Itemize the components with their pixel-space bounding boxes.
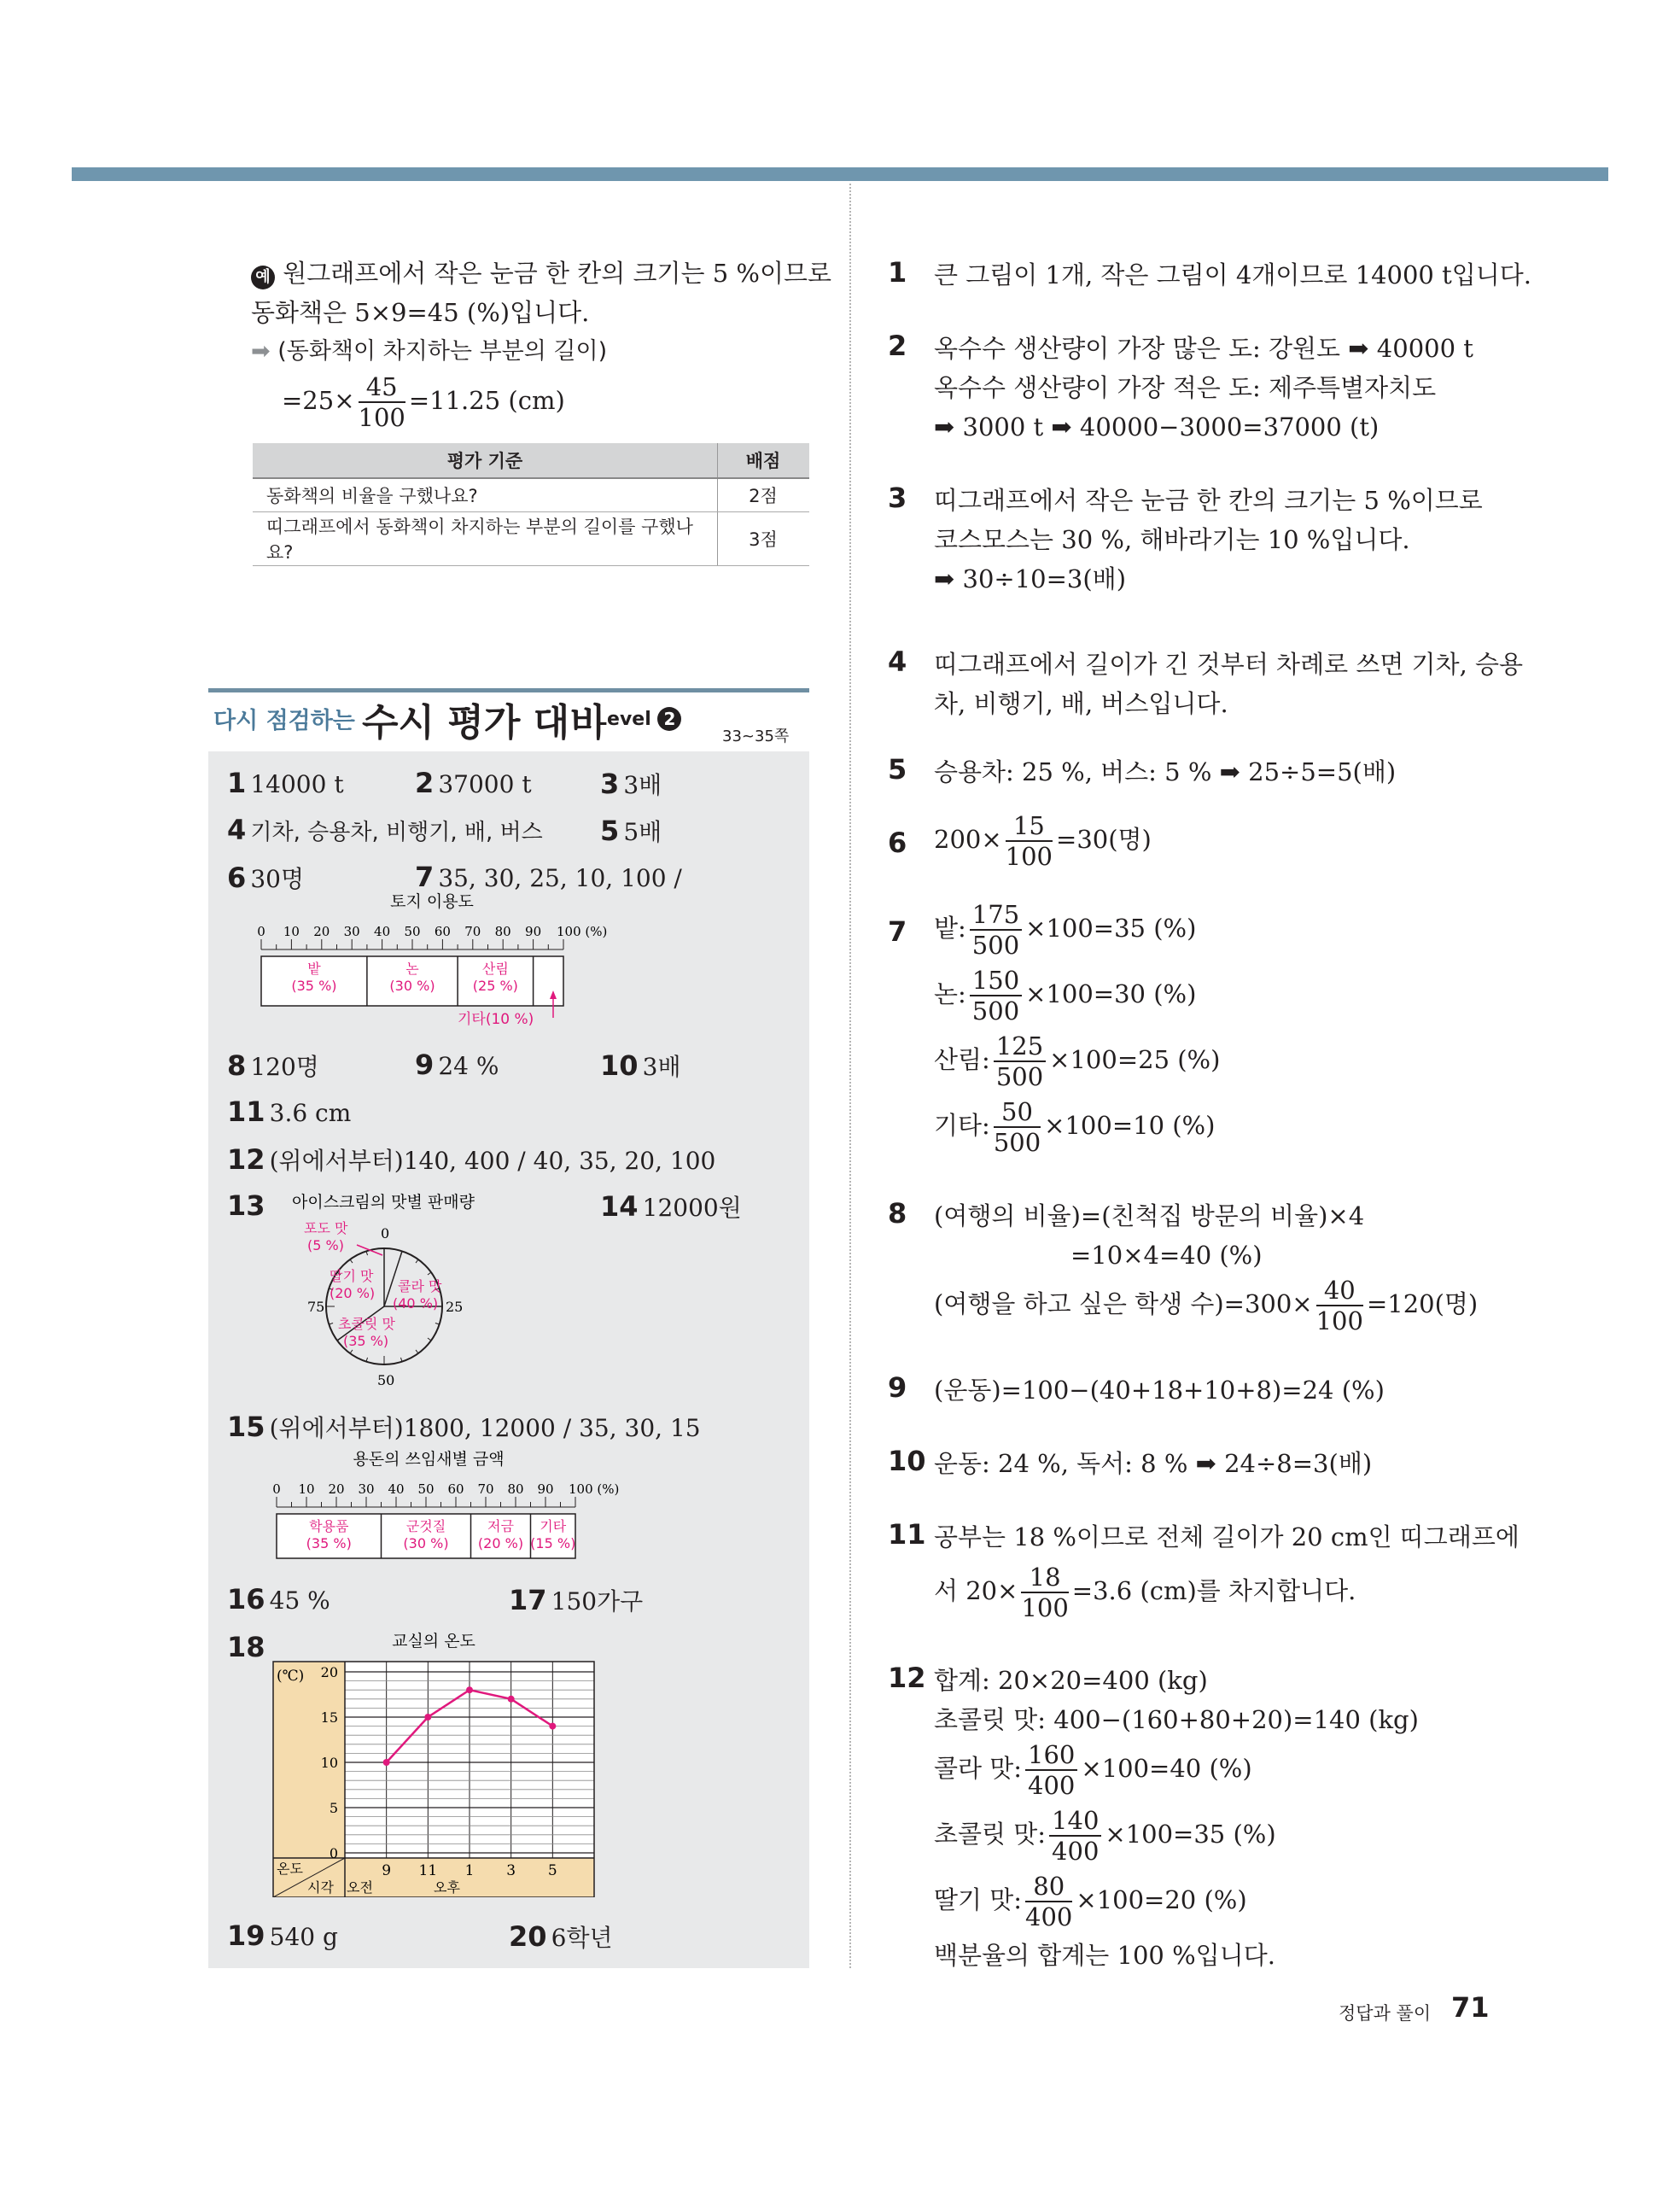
- y-tick-label: 20: [320, 1664, 338, 1680]
- left-solution-text3: (동화책이 차지하는 부분의 길이): [277, 338, 608, 365]
- answer-number: 16: [227, 1583, 265, 1615]
- arrow-icon: ➡: [251, 338, 271, 365]
- tick-label: 20: [313, 924, 330, 939]
- tick-label: 90: [537, 1481, 554, 1497]
- tick-label: 70: [464, 924, 481, 939]
- fraction: [359, 372, 405, 432]
- footer-label: 정답과 풀이: [1339, 2003, 1432, 2024]
- review-label: 다시 점검하는: [213, 708, 355, 734]
- calc-suffix: ×100=35 (%): [1105, 1820, 1276, 1849]
- calc-suffix: ×100=10 (%): [1044, 1111, 1216, 1140]
- answer-19: [227, 1919, 338, 1952]
- band-segment-label: 학용품: [309, 1518, 349, 1534]
- band-segment-pct: (15 %): [530, 1535, 576, 1551]
- pie-label-strawberry: 딸기 맛: [330, 1268, 374, 1284]
- numerator: 15: [1006, 811, 1053, 842]
- tick-label: 40: [374, 924, 391, 939]
- fraction: [970, 900, 1022, 960]
- solution-7-item2: [934, 966, 1196, 1025]
- pie-title: 아이스크림의 맛별 판매량: [292, 1193, 475, 1212]
- denominator: 400: [1025, 1902, 1073, 1931]
- tick-label: 60: [447, 1481, 464, 1497]
- answer-number: 13: [227, 1189, 265, 1222]
- answer-value: (위에서부터)140, 400 / 40, 35, 20, 100: [269, 1147, 716, 1175]
- solution-3-line3: ➡ 30÷10=3(배): [934, 564, 1127, 593]
- fraction: [970, 966, 1022, 1025]
- solution-9-number: 9: [888, 1371, 907, 1404]
- review-pages: 33~35쪽: [722, 727, 790, 745]
- denominator: 100: [1021, 1593, 1069, 1622]
- answer-4: [227, 814, 543, 846]
- answer-15: [227, 1410, 701, 1444]
- pie-tick: [416, 1350, 418, 1353]
- temperature-point: [383, 1759, 390, 1766]
- numerator: 175: [970, 900, 1022, 931]
- x-tick-label: 1: [464, 1862, 475, 1879]
- review-title: 수시 평가 대비: [362, 701, 606, 745]
- band2-ticks: [272, 1481, 619, 1507]
- solution-1-line: 큰 그림이 1개, 작은 그림이 4개이므로 14000 t입니다.: [934, 260, 1532, 289]
- header-criterion: 평가 기준: [253, 443, 718, 478]
- tick-label: 80: [494, 924, 511, 939]
- calc-suffix: =120(명): [1366, 1289, 1479, 1318]
- numerator: 160: [1025, 1740, 1077, 1771]
- x-tick-label: 11: [418, 1862, 438, 1879]
- solution-10-number: 10: [888, 1445, 926, 1477]
- left-solution-line3: [251, 333, 607, 371]
- allowance-band-graph: [261, 1446, 637, 1565]
- answer-value: 14000 t: [250, 770, 344, 798]
- chart-unit: (℃): [277, 1668, 305, 1685]
- answer-5: [600, 814, 662, 848]
- answer-value: 기차, 승용차, 비행기, 배, 버스: [250, 820, 543, 845]
- solution-12-item2: [934, 1806, 1276, 1866]
- table-row: [253, 478, 809, 512]
- answer-3: [600, 767, 662, 801]
- pie-tick: [350, 1259, 353, 1263]
- answer-10: [600, 1049, 681, 1083]
- denominator: 400: [1028, 1771, 1076, 1800]
- pie-pct-strawberry: (20 %): [330, 1285, 376, 1301]
- numerator: 150: [970, 966, 1022, 996]
- review-level: [595, 707, 681, 731]
- answer-number: 9: [415, 1049, 435, 1081]
- fraction: [994, 1097, 1041, 1157]
- fraction: [1316, 1276, 1363, 1335]
- item-label: 밭:: [934, 914, 966, 943]
- item-label: 콜라 맛:: [934, 1754, 1023, 1783]
- solution-8-line2: =10×4=40 (%): [1070, 1241, 1263, 1270]
- pie-label-cola: 콜라 맛: [398, 1278, 442, 1294]
- criteria-table: [253, 443, 809, 566]
- land-use-band-graph: [248, 888, 640, 1042]
- numerator: 40: [1316, 1276, 1363, 1306]
- band-segment-label: 산림: [481, 961, 509, 977]
- answer-number: 15: [227, 1411, 265, 1443]
- band-segment-label: 기타: [540, 1518, 567, 1534]
- pie-tick: [416, 1259, 418, 1263]
- y-tick-label: 0: [329, 1845, 338, 1861]
- pie-pct-chocolate: (35 %): [343, 1333, 389, 1349]
- solution-4-number: 4: [888, 646, 907, 678]
- answer-number: 3: [600, 768, 620, 800]
- tick-label: 80: [507, 1481, 524, 1497]
- ice-cream-pie-chart: [282, 1189, 538, 1393]
- answer-2: [415, 767, 532, 799]
- y-tick-label: 15: [320, 1709, 338, 1726]
- calc-suffix: =3.6 (cm)를 차지합니다.: [1071, 1576, 1356, 1605]
- left-solution-line2: 동화책은 5×9=45 (%)입니다.: [251, 298, 590, 327]
- calc-suffix: ×100=35 (%): [1025, 914, 1197, 943]
- solution-3-line2: 코스모스는 30 %, 해바라기는 10 %입니다.: [934, 525, 1410, 554]
- chart-corner-label: 시각: [307, 1879, 334, 1896]
- left-solution-text1: 원그래프에서 작은 눈금 한 칸의 크기는 5 %이므로: [283, 259, 832, 288]
- denominator: 500: [995, 1062, 1044, 1091]
- solution-8-number: 8: [888, 1197, 907, 1230]
- pie-tick: [428, 1272, 431, 1275]
- tick-label: 60: [434, 924, 451, 939]
- numerator: 80: [1025, 1872, 1072, 1902]
- answer-value: 12000원: [642, 1194, 742, 1222]
- calc-suffix: ×100=25 (%): [1049, 1045, 1221, 1074]
- solution-1-number: 1: [888, 256, 907, 289]
- answer-number: 18: [227, 1631, 265, 1663]
- denominator: 100: [358, 403, 405, 432]
- fraction: [1025, 1872, 1072, 1931]
- level-text: Level: [595, 709, 651, 730]
- tick-label: 100 (%): [557, 924, 608, 939]
- solution-12-item3: [934, 1872, 1247, 1931]
- answer-number: 6: [227, 862, 247, 894]
- answer-17: [509, 1583, 643, 1617]
- pie-tick-50: 50: [377, 1372, 395, 1388]
- numerator: 50: [994, 1097, 1041, 1128]
- temperature-point: [424, 1714, 431, 1721]
- solution-7-number: 7: [888, 915, 907, 948]
- answer-number: 8: [227, 1049, 247, 1082]
- tick-label: 20: [328, 1481, 345, 1497]
- tick-label: 40: [388, 1481, 405, 1497]
- solution-12-last: 백분율의 합계는 100 %입니다.: [934, 1941, 1275, 1970]
- band1-ticks: [257, 924, 607, 949]
- answer-value: 45 %: [269, 1586, 330, 1615]
- solution-12-number: 12: [888, 1662, 926, 1694]
- answer-number: 14: [600, 1190, 639, 1223]
- answer-value: 3.6 cm: [269, 1099, 352, 1127]
- tick-label: 90: [525, 924, 542, 939]
- answer-value: 35, 30, 25, 10, 100 /: [438, 864, 682, 892]
- table-header-row: [253, 443, 809, 478]
- answer-13: [227, 1189, 265, 1222]
- answer-value: 6학년: [551, 1924, 613, 1952]
- answer-value: 37000 t: [438, 770, 532, 798]
- answer-number: 12: [227, 1143, 265, 1176]
- answer-1: [227, 767, 344, 799]
- numerator: 140: [1049, 1806, 1101, 1837]
- top-color-bar: [72, 167, 1608, 181]
- band-segment-pct: (30 %): [389, 978, 435, 994]
- tick-label: 50: [404, 924, 421, 939]
- answer-number: 11: [227, 1096, 265, 1128]
- fraction: [1006, 811, 1053, 871]
- band-segment-label: 밭: [307, 961, 321, 977]
- answer-18: [227, 1631, 265, 1663]
- calc-suffix: ×100=30 (%): [1025, 979, 1197, 1008]
- denominator: 500: [993, 1128, 1041, 1157]
- answer-8: [227, 1049, 319, 1083]
- answer-number: 10: [600, 1049, 639, 1082]
- denominator: 400: [1052, 1837, 1100, 1866]
- solution-3-line1: 띠그래프에서 작은 눈금 한 칸의 크기는 5 %이므로: [934, 486, 1483, 515]
- calc-prefix: 서 20×: [934, 1576, 1018, 1605]
- item-label: 기타:: [934, 1111, 990, 1140]
- band-segment-pct: (25 %): [472, 978, 518, 994]
- answer-value: 30명: [250, 865, 305, 893]
- pie-label-chocolate: 초콜릿 맛: [338, 1316, 395, 1332]
- points-cell: 2점: [718, 478, 810, 512]
- tick-label: 0: [272, 1481, 281, 1497]
- solution-3-number: 3: [888, 482, 907, 514]
- solution-7-item4: [934, 1097, 1215, 1157]
- answer-value: 120명: [250, 1053, 319, 1081]
- solution-6-calc: [934, 811, 1152, 871]
- solution-4-line1: 띠그래프에서 길이가 긴 것부터 차례로 쓰면 기차, 승용: [934, 650, 1524, 679]
- pie-pct-grape: (5 %): [307, 1237, 344, 1253]
- band2-segments: [277, 1514, 575, 1558]
- solution-11-calc: [934, 1563, 1356, 1622]
- answer-number: 1: [227, 767, 247, 799]
- calc-suffix: =30(명): [1056, 825, 1152, 854]
- answer-12: [227, 1142, 715, 1177]
- band1-note: 기타(10 %): [458, 1011, 534, 1028]
- calc-suffix: ×100=20 (%): [1076, 1885, 1247, 1914]
- solution-7-item3: [934, 1031, 1220, 1091]
- pie-pct-cola: (40 %): [393, 1295, 439, 1312]
- solution-12-line2: 초콜릿 맛: 400−(160+80+20)=140 (kg): [934, 1705, 1419, 1734]
- line-chart-title: 교실의 온도: [392, 1632, 475, 1651]
- solution-11-number: 11: [888, 1518, 926, 1551]
- solution-10-line: 운동: 24 %, 독서: 8 % ➡ 24÷8=3(배): [934, 1449, 1373, 1478]
- denominator: 500: [971, 996, 1020, 1025]
- temperature-point: [549, 1723, 556, 1730]
- item-label: 초콜릿 맛:: [934, 1820, 1047, 1849]
- answer-9: [415, 1049, 499, 1081]
- criterion-cell: 띠그래프에서 동화책이 차지하는 부분의 길이를 구했나요?: [253, 512, 718, 566]
- solution-8-line1: (여행의 비율)=(친척집 방문의 비율)×4: [934, 1201, 1365, 1230]
- solution-11-line1: 공부는 18 %이므로 전체 길이가 20 cm인 띠그래프에: [934, 1522, 1520, 1551]
- answer-value: 150가구: [551, 1587, 644, 1615]
- solution-4-line2: 차, 비행기, 배, 버스입니다.: [934, 689, 1228, 718]
- pie-tick: [428, 1338, 431, 1341]
- pie-tick-75: 75: [307, 1299, 325, 1315]
- calc-prefix: =25×: [282, 386, 355, 415]
- tick-label: 30: [358, 1481, 375, 1497]
- calc-suffix: ×100=40 (%): [1081, 1754, 1252, 1783]
- left-solution-line1: [251, 254, 831, 292]
- tick-label: 100 (%): [569, 1481, 620, 1497]
- solution-5-line: 승용차: 25 %, 버스: 5 % ➡ 25÷5=5(배): [934, 757, 1397, 786]
- left-solution-calc: [282, 372, 565, 432]
- solution-8-calc: [934, 1276, 1478, 1335]
- answer-number: 2: [415, 767, 435, 799]
- answer-value: (위에서부터)1800, 12000 / 35, 30, 15: [269, 1414, 701, 1442]
- pie-label-grape: 포도 맛: [304, 1220, 348, 1236]
- solution-5-number: 5: [888, 753, 907, 786]
- answer-value: 24 %: [438, 1052, 499, 1080]
- solution-12-line1: 합계: 20×20=400 (kg): [934, 1666, 1208, 1695]
- band2-title: 용돈의 쓰임새별 금액: [353, 1450, 505, 1469]
- denominator: 500: [971, 931, 1020, 960]
- chart-am-label: 오전: [347, 1879, 373, 1896]
- answer-11: [227, 1096, 351, 1128]
- band1-segments: [261, 956, 563, 1006]
- item-label: 딸기 맛:: [934, 1885, 1023, 1914]
- answer-number: 17: [509, 1584, 547, 1616]
- solution-2-number: 2: [888, 330, 907, 362]
- fraction: [994, 1031, 1046, 1091]
- x-tick-label: 5: [547, 1862, 557, 1879]
- answer-number: 4: [227, 814, 247, 846]
- solution-7-item1: [934, 900, 1196, 960]
- criterion-cell: 동화책의 비율을 구했나요?: [253, 478, 718, 512]
- table-row: [253, 512, 809, 566]
- fraction: [1021, 1563, 1068, 1622]
- chart-row-label: 온도: [277, 1861, 303, 1877]
- solution-12-item1: [934, 1740, 1252, 1800]
- pie-tick: [350, 1350, 353, 1353]
- example-mark: 예: [251, 266, 275, 289]
- y-tick-label: 10: [320, 1755, 338, 1771]
- band1-title: 토지 이용도: [390, 892, 474, 911]
- level-badge: 2: [657, 707, 681, 731]
- tick-label: 30: [343, 924, 360, 939]
- answer-20: [509, 1919, 613, 1954]
- solution-2-line3: ➡ 3000 t ➡ 40000−3000=37000 (t): [934, 412, 1380, 441]
- answer-value: 5배: [623, 818, 662, 846]
- answer-14: [600, 1189, 742, 1224]
- tick-label: 10: [298, 1481, 315, 1497]
- band-segment-label: 저금: [487, 1518, 514, 1534]
- chart-pm-label: 오후: [434, 1879, 460, 1896]
- band-segment-pct: (35 %): [306, 1535, 352, 1551]
- fraction: [1049, 1806, 1101, 1866]
- item-label: 산림:: [934, 1045, 990, 1074]
- page-number: 71: [1451, 1991, 1490, 2024]
- tick-label: 70: [477, 1481, 494, 1497]
- denominator: 100: [1315, 1306, 1363, 1335]
- solution-6-number: 6: [888, 827, 907, 859]
- solution-2-line1: 옥수수 생산량이 가장 많은 도: 강원도 ➡ 40000 t: [934, 334, 1473, 363]
- tick-label: 0: [257, 924, 265, 939]
- calc-suffix: =11.25 (cm): [408, 386, 565, 415]
- calc-prefix: 200×: [934, 825, 1002, 854]
- item-label: 논:: [934, 979, 966, 1008]
- fraction: [1025, 1740, 1077, 1800]
- tick-label: 10: [283, 924, 300, 939]
- numerator: 18: [1021, 1563, 1068, 1593]
- solution-9-line: (운동)=100−(40+18+10+8)=24 (%): [934, 1376, 1385, 1405]
- y-tick-label: 5: [329, 1800, 338, 1816]
- answer-number: 19: [227, 1919, 265, 1952]
- x-tick-label: 9: [382, 1862, 392, 1879]
- header-points: 배점: [718, 443, 810, 478]
- temperature-point: [466, 1686, 473, 1693]
- x-tick-label: 3: [506, 1862, 516, 1879]
- solution-2-line2: 옥수수 생산량이 가장 적은 도: 제주특별자치도: [934, 373, 1437, 402]
- numerator: 45: [359, 372, 405, 403]
- answer-value: 3배: [623, 771, 662, 799]
- band-segment-pct: (20 %): [477, 1535, 524, 1551]
- answer-number: 5: [600, 815, 620, 847]
- answer-16: [227, 1583, 330, 1615]
- numerator: 125: [994, 1031, 1046, 1062]
- tick-label: 50: [417, 1481, 435, 1497]
- temperature-point: [508, 1696, 515, 1703]
- denominator: 100: [1005, 842, 1053, 871]
- answer-value: 540 g: [269, 1923, 338, 1951]
- column-divider: [849, 184, 851, 1968]
- band-segment-label: 논: [405, 961, 419, 977]
- calc-prefix: (여행을 하고 싶은 학생 수)=300×: [934, 1289, 1313, 1318]
- pie-tick-0: 0: [381, 1225, 390, 1242]
- band-segment-pct: (30 %): [403, 1535, 449, 1551]
- answer-value: 3배: [642, 1053, 681, 1081]
- band-segment-pct: (35 %): [291, 978, 337, 994]
- classroom-temperature-line-chart: [271, 1624, 604, 1897]
- pie-tick-25: 25: [446, 1299, 464, 1315]
- points-cell: 3점: [718, 512, 810, 566]
- band-segment-label: 군것질: [405, 1518, 446, 1534]
- answer-number: 20: [509, 1920, 547, 1953]
- answer-number: 7: [415, 861, 435, 893]
